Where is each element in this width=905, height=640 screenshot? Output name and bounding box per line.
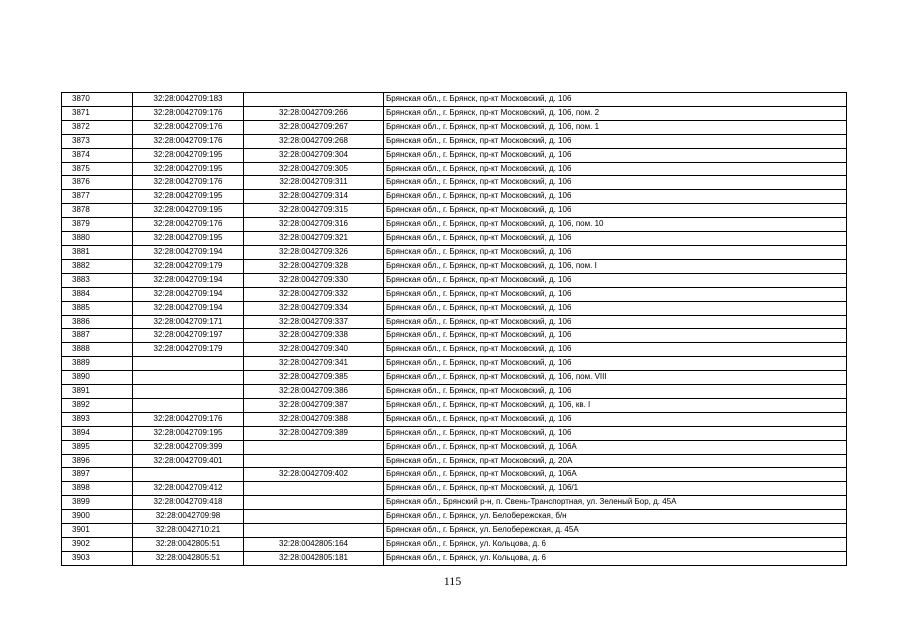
parcel-number-cell: 32:28:0042709:401 bbox=[133, 454, 244, 468]
object-number-cell: 32:28:0042709:337 bbox=[244, 315, 384, 329]
parcel-number-cell: 32:28:0042709:176 bbox=[133, 106, 244, 120]
row-number-cell: 3901 bbox=[62, 524, 133, 538]
object-number-cell: 32:28:0042805:164 bbox=[244, 538, 384, 552]
row-number-cell: 3871 bbox=[62, 106, 133, 120]
address-cell: Брянская обл., г. Брянск, пр-кт Московский, д. 106 bbox=[384, 176, 847, 190]
table-row bbox=[62, 106, 847, 120]
parcel-number-cell: 32:28:0042709:418 bbox=[133, 496, 244, 510]
object-number-cell bbox=[244, 93, 384, 107]
row-number-cell: 3885 bbox=[62, 301, 133, 315]
object-number-cell bbox=[244, 524, 384, 538]
table-row bbox=[62, 496, 847, 510]
row-number-cell: 3896 bbox=[62, 454, 133, 468]
address-cell: Брянская обл., г. Брянск, пр-кт Московский, д. 106 bbox=[384, 315, 847, 329]
table-row bbox=[62, 218, 847, 232]
address-cell: Брянская обл., г. Брянск, пр-кт Московский, д. 106 bbox=[384, 148, 847, 162]
table-row bbox=[62, 273, 847, 287]
address-cell: Брянская обл., г. Брянск, пр-кт Московский, д. 106, кв. I bbox=[384, 398, 847, 412]
address-cell: Брянская обл., г. Брянск, пр-кт Московский, д. 106 bbox=[384, 426, 847, 440]
row-number-cell: 3875 bbox=[62, 162, 133, 176]
row-number-cell: 3893 bbox=[62, 412, 133, 426]
address-cell: Брянская обл., г. Брянск, ул. Кольцова, д. 6 bbox=[384, 551, 847, 565]
row-number-cell: 3881 bbox=[62, 245, 133, 259]
parcel-number-cell: 32:28:0042709:179 bbox=[133, 343, 244, 357]
cadastral-registry-table bbox=[61, 92, 847, 566]
table-row bbox=[62, 440, 847, 454]
address-cell: Брянская обл., г. Брянск, пр-кт Московский, д. 106А bbox=[384, 468, 847, 482]
object-number-cell: 32:28:0042709:305 bbox=[244, 162, 384, 176]
parcel-number-cell: 32:28:0042709:194 bbox=[133, 301, 244, 315]
row-number-cell: 3889 bbox=[62, 357, 133, 371]
table-row bbox=[62, 468, 847, 482]
row-number-cell: 3895 bbox=[62, 440, 133, 454]
parcel-number-cell: 32:28:0042709:98 bbox=[133, 510, 244, 524]
address-cell: Брянская обл., г. Брянск, пр-кт Московский, д. 106 bbox=[384, 232, 847, 246]
parcel-number-cell bbox=[133, 371, 244, 385]
row-number-cell: 3899 bbox=[62, 496, 133, 510]
parcel-number-cell: 32:28:0042709:195 bbox=[133, 204, 244, 218]
address-cell: Брянская обл., г. Брянск, пр-кт Московский, д. 106 bbox=[384, 162, 847, 176]
address-cell: Брянская обл., г. Брянск, ул. Белобережская, д. 45А bbox=[384, 524, 847, 538]
page-number: 115 bbox=[443, 574, 462, 588]
row-number-cell: 3872 bbox=[62, 120, 133, 134]
parcel-number-cell bbox=[133, 468, 244, 482]
table-row bbox=[62, 301, 847, 315]
parcel-number-cell: 32:28:0042709:399 bbox=[133, 440, 244, 454]
row-number-cell: 3879 bbox=[62, 218, 133, 232]
table-row bbox=[62, 259, 847, 273]
address-cell: Брянская обл., г. Брянск, пр-кт Московский, д. 20А bbox=[384, 454, 847, 468]
object-number-cell bbox=[244, 482, 384, 496]
object-number-cell bbox=[244, 454, 384, 468]
object-number-cell: 32:28:0042709:311 bbox=[244, 176, 384, 190]
address-cell: Брянская обл., г. Брянск, пр-кт Московский, д. 106 bbox=[384, 190, 847, 204]
object-number-cell: 32:28:0042709:387 bbox=[244, 398, 384, 412]
parcel-number-cell bbox=[133, 398, 244, 412]
row-number-cell: 3876 bbox=[62, 176, 133, 190]
parcel-number-cell: 32:28:0042710:21 bbox=[133, 524, 244, 538]
parcel-number-cell: 32:28:0042709:176 bbox=[133, 176, 244, 190]
parcel-number-cell: 32:28:0042709:194 bbox=[133, 245, 244, 259]
object-number-cell bbox=[244, 496, 384, 510]
address-cell: Брянская обл., г. Брянск, пр-кт Московский, д. 106, пом. 10 bbox=[384, 218, 847, 232]
parcel-number-cell: 32:28:0042805:51 bbox=[133, 538, 244, 552]
object-number-cell: 32:28:0042709:267 bbox=[244, 120, 384, 134]
address-cell: Брянская обл., г. Брянск, пр-кт Московский, д. 106 bbox=[384, 287, 847, 301]
object-number-cell: 32:28:0042709:389 bbox=[244, 426, 384, 440]
object-number-cell: 32:28:0042709:326 bbox=[244, 245, 384, 259]
parcel-number-cell: 32:28:0042709:179 bbox=[133, 259, 244, 273]
object-number-cell: 32:28:0042709:266 bbox=[244, 106, 384, 120]
table-row bbox=[62, 538, 847, 552]
object-number-cell bbox=[244, 510, 384, 524]
object-number-cell: 32:28:0042709:304 bbox=[244, 148, 384, 162]
row-number-cell: 3891 bbox=[62, 385, 133, 399]
object-number-cell: 32:28:0042709:314 bbox=[244, 190, 384, 204]
table-row bbox=[62, 162, 847, 176]
parcel-number-cell: 32:28:0042709:195 bbox=[133, 148, 244, 162]
row-number-cell: 3873 bbox=[62, 134, 133, 148]
address-cell: Брянская обл., г. Брянск, пр-кт Московский, д. 106 bbox=[384, 385, 847, 399]
row-number-cell: 3892 bbox=[62, 398, 133, 412]
row-number-cell: 3900 bbox=[62, 510, 133, 524]
table-row bbox=[62, 287, 847, 301]
parcel-number-cell: 32:28:0042709:176 bbox=[133, 412, 244, 426]
object-number-cell: 32:28:0042709:315 bbox=[244, 204, 384, 218]
row-number-cell: 3877 bbox=[62, 190, 133, 204]
registry-table-body bbox=[62, 93, 847, 566]
row-number-cell: 3894 bbox=[62, 426, 133, 440]
address-cell: Брянская обл., Брянский р-н, п. Свень-Транспортная, ул. Зеленый Бор, д. 45А bbox=[384, 496, 847, 510]
address-cell: Брянская обл., г. Брянск, пр-кт Московский, д. 106/1 bbox=[384, 482, 847, 496]
address-cell: Брянская обл., г. Брянск, ул. Белобережская, б/н bbox=[384, 510, 847, 524]
table-row bbox=[62, 315, 847, 329]
table-row bbox=[62, 343, 847, 357]
table-row bbox=[62, 120, 847, 134]
parcel-number-cell: 32:28:0042709:412 bbox=[133, 482, 244, 496]
table-row bbox=[62, 204, 847, 218]
table-row bbox=[62, 371, 847, 385]
row-number-cell: 3880 bbox=[62, 232, 133, 246]
address-cell: Брянская обл., г. Брянск, пр-кт Московский, д. 106 bbox=[384, 93, 847, 107]
table-row bbox=[62, 134, 847, 148]
row-number-cell: 3888 bbox=[62, 343, 133, 357]
object-number-cell bbox=[244, 440, 384, 454]
table-row bbox=[62, 454, 847, 468]
object-number-cell: 32:28:0042709:321 bbox=[244, 232, 384, 246]
object-number-cell: 32:28:0042805:181 bbox=[244, 551, 384, 565]
table-row bbox=[62, 329, 847, 343]
row-number-cell: 3882 bbox=[62, 259, 133, 273]
table-row bbox=[62, 412, 847, 426]
object-number-cell: 32:28:0042709:340 bbox=[244, 343, 384, 357]
address-cell: Брянская обл., г. Брянск, пр-кт Московский, д. 106, пом. 2 bbox=[384, 106, 847, 120]
address-cell: Брянская обл., г. Брянск, пр-кт Московский, д. 106 bbox=[384, 245, 847, 259]
object-number-cell: 32:28:0042709:328 bbox=[244, 259, 384, 273]
address-cell: Брянская обл., г. Брянск, пр-кт Московский, д. 106А bbox=[384, 440, 847, 454]
object-number-cell: 32:28:0042709:402 bbox=[244, 468, 384, 482]
parcel-number-cell: 32:28:0042709:176 bbox=[133, 218, 244, 232]
address-cell: Брянская обл., г. Брянск, пр-кт Московский, д. 106 bbox=[384, 301, 847, 315]
table-row bbox=[62, 398, 847, 412]
row-number-cell: 3878 bbox=[62, 204, 133, 218]
object-number-cell: 32:28:0042709:332 bbox=[244, 287, 384, 301]
parcel-number-cell: 32:28:0042709:176 bbox=[133, 134, 244, 148]
table-row bbox=[62, 93, 847, 107]
row-number-cell: 3887 bbox=[62, 329, 133, 343]
table-row bbox=[62, 524, 847, 538]
object-number-cell: 32:28:0042709:388 bbox=[244, 412, 384, 426]
address-cell: Брянская обл., г. Брянск, пр-кт Московский, д. 106 bbox=[384, 357, 847, 371]
parcel-number-cell bbox=[133, 357, 244, 371]
table-row bbox=[62, 551, 847, 565]
table-row bbox=[62, 190, 847, 204]
address-cell: Брянская обл., г. Брянск, пр-кт Московский, д. 106 bbox=[384, 343, 847, 357]
object-number-cell: 32:28:0042709:316 bbox=[244, 218, 384, 232]
address-cell: Брянская обл., г. Брянск, ул. Кольцова, д. 6 bbox=[384, 538, 847, 552]
parcel-number-cell: 32:28:0042709:195 bbox=[133, 162, 244, 176]
object-number-cell: 32:28:0042709:268 bbox=[244, 134, 384, 148]
address-cell: Брянская обл., г. Брянск, пр-кт Московский, д. 106 bbox=[384, 273, 847, 287]
table-row bbox=[62, 176, 847, 190]
table-row bbox=[62, 357, 847, 371]
table-row bbox=[62, 148, 847, 162]
row-number-cell: 3903 bbox=[62, 551, 133, 565]
parcel-number-cell: 32:28:0042709:171 bbox=[133, 315, 244, 329]
row-number-cell: 3884 bbox=[62, 287, 133, 301]
parcel-number-cell: 32:28:0042709:195 bbox=[133, 426, 244, 440]
table-row bbox=[62, 426, 847, 440]
address-cell: Брянская обл., г. Брянск, пр-кт Московский, д. 106 bbox=[384, 412, 847, 426]
row-number-cell: 3898 bbox=[62, 482, 133, 496]
object-number-cell: 32:28:0042709:385 bbox=[244, 371, 384, 385]
parcel-number-cell: 32:28:0042709:197 bbox=[133, 329, 244, 343]
parcel-number-cell: 32:28:0042709:194 bbox=[133, 287, 244, 301]
parcel-number-cell: 32:28:0042805:51 bbox=[133, 551, 244, 565]
row-number-cell: 3886 bbox=[62, 315, 133, 329]
table-row bbox=[62, 482, 847, 496]
address-cell: Брянская обл., г. Брянск, пр-кт Московский, д. 106 bbox=[384, 204, 847, 218]
parcel-number-cell: 32:28:0042709:195 bbox=[133, 232, 244, 246]
parcel-number-cell: 32:28:0042709:195 bbox=[133, 190, 244, 204]
table-row bbox=[62, 510, 847, 524]
table-row bbox=[62, 385, 847, 399]
parcel-number-cell bbox=[133, 385, 244, 399]
object-number-cell: 32:28:0042709:341 bbox=[244, 357, 384, 371]
object-number-cell: 32:28:0042709:338 bbox=[244, 329, 384, 343]
parcel-number-cell: 32:28:0042709:183 bbox=[133, 93, 244, 107]
parcel-number-cell: 32:28:0042709:194 bbox=[133, 273, 244, 287]
object-number-cell: 32:28:0042709:330 bbox=[244, 273, 384, 287]
address-cell: Брянская обл., г. Брянск, пр-кт Московский, д. 106, пом. I bbox=[384, 259, 847, 273]
row-number-cell: 3874 bbox=[62, 148, 133, 162]
row-number-cell: 3897 bbox=[62, 468, 133, 482]
address-cell: Брянская обл., г. Брянск, пр-кт Московский, д. 106 bbox=[384, 329, 847, 343]
row-number-cell: 3902 bbox=[62, 538, 133, 552]
object-number-cell: 32:28:0042709:386 bbox=[244, 385, 384, 399]
row-number-cell: 3870 bbox=[62, 93, 133, 107]
address-cell: Брянская обл., г. Брянск, пр-кт Московский, д. 106, пом. VIII bbox=[384, 371, 847, 385]
table-row bbox=[62, 245, 847, 259]
parcel-number-cell: 32:28:0042709:176 bbox=[133, 120, 244, 134]
row-number-cell: 3883 bbox=[62, 273, 133, 287]
address-cell: Брянская обл., г. Брянск, пр-кт Московский, д. 106, пом. 1 bbox=[384, 120, 847, 134]
object-number-cell: 32:28:0042709:334 bbox=[244, 301, 384, 315]
address-cell: Брянская обл., г. Брянск, пр-кт Московский, д. 106 bbox=[384, 134, 847, 148]
table-row bbox=[62, 232, 847, 246]
row-number-cell: 3890 bbox=[62, 371, 133, 385]
